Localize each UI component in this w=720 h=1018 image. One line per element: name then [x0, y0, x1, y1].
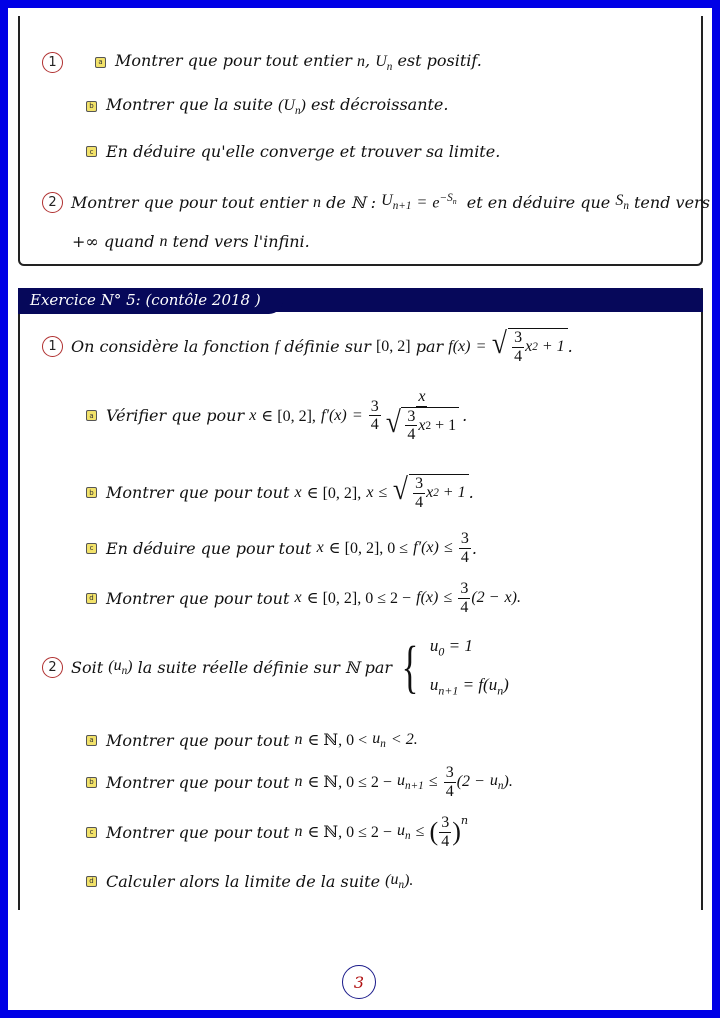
ex5-q2-item-b: b Montrer que pour tout n ∈ ℕ, 0 ≤ 2 − $u_{n+1}$ ≤ $\frac{3}{4}$ (2 − $u_n$ ). — [86, 764, 513, 800]
ex5-q2-item-d: d Calculer alors la limite de la suite ( $u_n$ ). — [86, 871, 413, 891]
item-label: b — [86, 777, 97, 788]
prev-q1-item-b — [86, 95, 448, 117]
item-label: a — [95, 57, 106, 68]
ex5-q2-intro: 2 Soit ( $u_n$ ) la suite réelle définie sur ℕ par { $u_0 = 1$ $u_{n+1} = f(u_n)$ — [42, 636, 509, 699]
recurrence-system: $u_0 = 1$ $u_{n+1} = f(u_n)$ — [429, 636, 509, 698]
item-label: a — [86, 735, 97, 746]
question-number: 2 — [42, 192, 63, 213]
exercise-title: Exercice N° 5: (contôle 2018 ) — [18, 288, 283, 314]
system-brace: { — [401, 634, 419, 700]
item-label: b — [86, 101, 97, 112]
prev-q2-line1: 2 Montrer que pour tout entier n de ℕ : $U_{n+1}$ = $e^{-S_n}$ et en déduire que $S_n$ tend vers — [42, 192, 710, 213]
item-label: d — [86, 876, 97, 887]
prev-q2-line2: +∞ quand n tend vers l'infini. — [72, 232, 310, 251]
ex5-q1-item-d: d Montrer que pour tout x ∈ [0, 2], 0 ≤ 2 − f ( x ) ≤ $\frac{3}{4}$ (2 − x ). — [86, 580, 521, 616]
ex5-q1-intro: 1 On considère la fonction f définie sur [0, 2] par f ( x ) = √ $\frac{3}{4}$ x 2 + 1 . — [42, 328, 573, 365]
item-label: d — [86, 593, 97, 604]
item-text: Montrer que la suite $(U_n)$ est décroissante. — [106, 95, 449, 118]
question-number: 1 — [42, 336, 63, 357]
question-number: 1 — [42, 52, 63, 73]
ex5-q2-item-a: a Montrer que pour tout n ∈ ℕ, 0 < $u_n$ < 2. — [86, 730, 418, 750]
item-label: c — [86, 827, 97, 838]
ex5-q1-item-c: c En déduire que pour tout x ∈ [0, 2], 0 ≤ f′ ( x ) ≤ $\frac{3}{4}$ . — [86, 530, 477, 566]
item-text: Montrer que pour tout entier n, $U_n$ est positif. — [115, 51, 482, 74]
ex5-q1-item-a: a Vérifier que pour x ∈ [0, 2], f′ ( x ) = $\frac{3}{4}$ x √ $\frac{3}{4}$ x 2 + 1 . — [86, 388, 467, 444]
prev-q1-item-a — [42, 51, 482, 73]
page-number: 3 — [342, 965, 376, 999]
item-label: a — [86, 410, 97, 421]
ex5-q2-item-c: c Montrer que pour tout n ∈ ℕ, 0 ≤ 2 − $u_n$ ≤ ( $\frac{3}{4}$ ) $^n$ — [86, 814, 468, 850]
item-label: c — [86, 543, 97, 554]
item-label: c — [86, 146, 97, 157]
ex5-q1-item-b: b Montrer que pour tout x ∈ [0, 2], x ≤ √ $\frac{3}{4}$ x 2 + 1 . — [86, 474, 474, 511]
question-number: 2 — [42, 657, 63, 678]
prev-q1-item-c — [86, 142, 500, 161]
item-label: b — [86, 487, 97, 498]
item-text: En déduire qu'elle converge et trouver sa limite. — [106, 142, 501, 161]
